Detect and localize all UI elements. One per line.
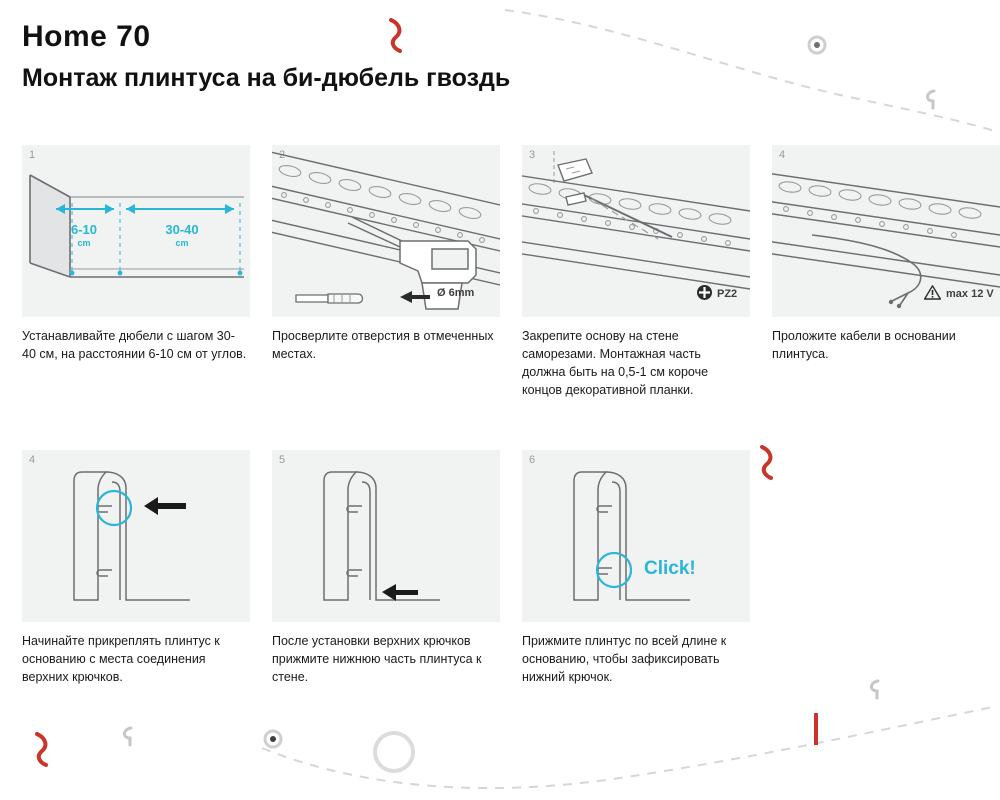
- decor-squiggle-red-mid: [757, 445, 783, 481]
- decor-hook-grey-topright: [922, 88, 942, 112]
- decor-squiggle-red-bottom: [32, 732, 58, 768]
- page-subtitle: Монтаж плинтуса на би-дюбель гвоздь: [22, 64, 511, 92]
- decor-bar-red: [812, 712, 820, 746]
- step-6-illustration: [272, 450, 500, 622]
- step-5-illustration: [22, 450, 250, 622]
- step-1: [22, 145, 250, 400]
- decor-dot-ring-topright: [806, 34, 828, 56]
- step-7-click-lock: [522, 450, 750, 686]
- step-4-badge-label: max 12 V: [946, 288, 994, 300]
- right-dimension-value: 30-40: [165, 222, 199, 237]
- step-2: [272, 145, 500, 400]
- step-4-cables: [772, 145, 1000, 400]
- left-dimension-value: 6-10: [70, 222, 98, 237]
- step-3-illustration: [522, 145, 750, 317]
- click-label: Click!: [644, 558, 696, 579]
- warning-triangle-icon: [924, 285, 941, 303]
- step-4-number: 4: [779, 149, 786, 161]
- page-header: [22, 20, 510, 93]
- step-3-bit-badge: [697, 285, 737, 303]
- pozidriv-icon: [697, 285, 712, 303]
- brand-title: Home 70: [22, 20, 151, 53]
- step-3-caption: Закрепите основу на стене саморезами. Монтажная часть должна быть на 0,5-1 см короче концов декоративной планки.: [522, 329, 709, 398]
- decor-dashed-line-bottom: [260, 700, 1000, 800]
- step-2-number: 2: [279, 149, 286, 161]
- decor-dashed-line-top: [500, 0, 1000, 160]
- decor-hook-grey-bottomright: [866, 678, 886, 702]
- step-7-number: 6: [529, 454, 536, 466]
- step-1-illustration: [22, 145, 250, 317]
- step-1-left-dimension: [50, 223, 118, 248]
- step-1-right-dimension: [132, 223, 232, 248]
- step-5-number: 4: [29, 454, 36, 466]
- decor-dot-ring-bottomleft: [262, 728, 284, 750]
- baseboard-profile-top-hook-diagram: [22, 450, 250, 622]
- baseboard-profile-click-diagram: [522, 450, 750, 622]
- baseboard-profile-bottom-press-diagram: [272, 450, 500, 622]
- step-7-caption: Прижмите плинтус по всей длине к основанию, чтобы зафиксировать нижний крючок.: [522, 634, 727, 685]
- step-3-number: 3: [529, 149, 536, 161]
- step-1-number: 1: [29, 149, 36, 161]
- step-2-badge-label: Ø 6mm: [437, 287, 475, 299]
- decor-ring-large: [370, 728, 418, 776]
- step-1-caption: Устанавливайте дюбели с шагом 30-40 см, на расстоянии 6-10 см от углов.: [22, 329, 247, 362]
- left-dimension-unit: cm: [77, 237, 91, 248]
- steps-row-1: [22, 145, 1000, 400]
- step-5-caption: Начинайте прикреплять плинтус к основанию с места соединения верхних крючков.: [22, 634, 220, 685]
- step-5-attach-top-hooks: [22, 450, 250, 686]
- decor-hook-grey-bottomleft: [119, 725, 139, 749]
- step-2-illustration: [272, 145, 500, 317]
- step-3: [522, 145, 750, 400]
- step-7-illustration: [522, 450, 750, 622]
- step-6-press-bottom: [272, 450, 500, 686]
- step-3-badge-label: PZ2: [717, 288, 738, 300]
- step-4-voltage-badge: [924, 285, 994, 303]
- step-6-number: 5: [279, 454, 286, 466]
- step-4-illustration: [772, 145, 1000, 317]
- step-2-caption: Просверлите отверстия в отмеченных местах.: [272, 329, 494, 362]
- steps-row-2: [22, 450, 750, 686]
- step-2-drill-badge: [432, 287, 474, 299]
- step-4-caption: Проложите кабели в основании плинтуса.: [772, 329, 956, 362]
- step-6-caption: После установки верхних крючков прижмите нижнюю часть плинтуса к стене.: [272, 634, 482, 685]
- right-dimension-unit: cm: [175, 237, 189, 248]
